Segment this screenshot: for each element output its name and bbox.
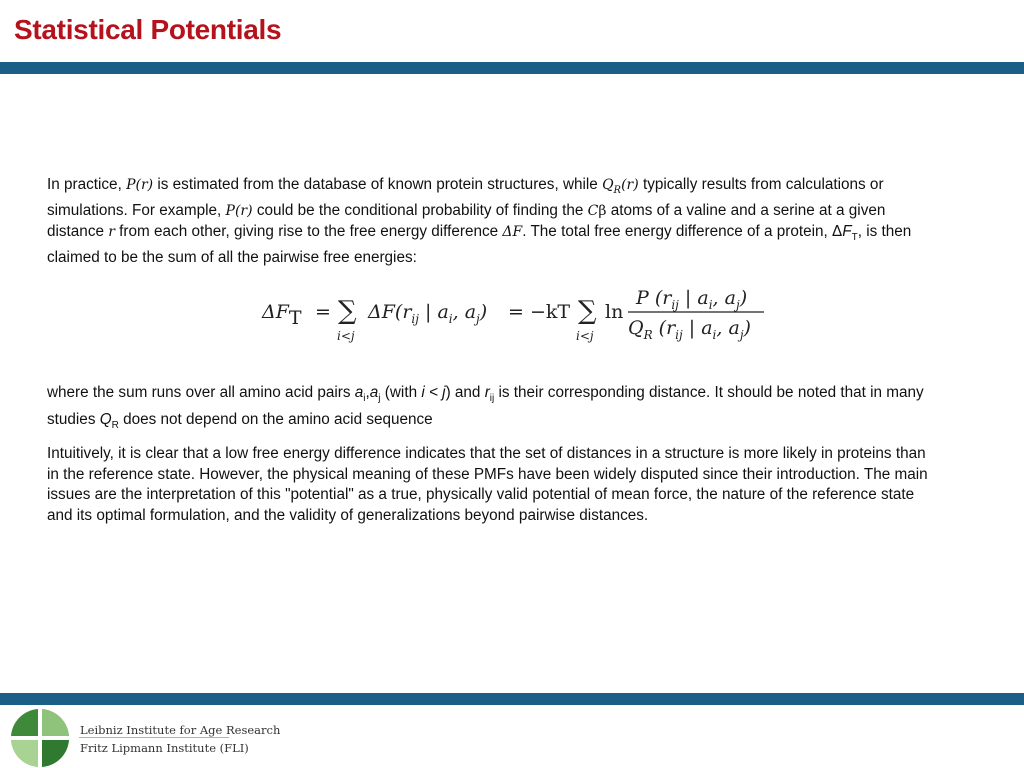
math-r: r [108,223,115,240]
math-sub-r: R [613,184,622,196]
text-run: (with [380,384,422,401]
paragraph-sum-explanation [47,383,937,436]
math-sub-i: i [363,393,366,405]
math-arg: (r) [621,177,639,193]
math-sub-r: R [111,419,119,431]
math-q: Q [602,177,614,193]
eq-numerator: P ($r_{ij}$ | $a_i$, $a_j$) [636,287,748,312]
math-beta: β [598,203,607,220]
math-p-of-r: P(r) [225,203,253,220]
text-run: could be the conditional probability of finding the [252,202,588,220]
eq-ln: ln [605,301,624,323]
institute-name-line-2: Fritz Lipmann Institute (FLI) [80,741,249,755]
math-c: C [587,203,599,220]
math-i-less-j: i < j [421,384,446,401]
slide-title: Statistical Potentials [14,14,282,45]
text-run: from each other, giving rise to the free energy difference [114,222,503,240]
eq-equals: = [315,301,331,323]
text-run: In practice, [47,176,127,193]
text-run: does not depend on the amino acid sequence [118,410,433,428]
math-sub-j: j [378,393,381,405]
eq-denominator: $Q_R$ ($r_{ij}$ | $a_i$, $a_j$) [628,317,751,342]
text-run: typically results from calculations or simulations. For example, [47,176,884,220]
text-run: . The total free energy difference of a protein, Δ [522,222,843,240]
math-sub-t: T [851,231,858,243]
eq-sum-index-2: i<j [576,329,594,343]
eq-term: $\Delta F(r_{ij}$ | $a_i$, $a_j$) [368,301,488,326]
footer [0,705,1024,768]
eq-sum-index: i<j [337,329,355,343]
text-run: is estimated from the database of known protein structures, while [153,176,603,193]
math-sub-ij: ij [489,393,495,405]
math-p-of-r: P(r) [126,177,154,193]
math-f: F [842,222,852,240]
text-run: where the sum runs over all amino acid pairs [47,384,355,401]
math-delta-f: ΔF [502,223,523,240]
text-run: ) and [445,384,485,401]
header-divider-bar [0,62,1024,74]
eq-sum-symbol: ∑ [338,296,357,326]
eq-minus-kt: = −kT [508,301,571,323]
text-run: is their corresponding distance. It should be noted that in many studies [47,384,924,428]
eq-sum-symbol-2: ∑ [578,296,597,326]
math-a: a [369,384,379,401]
paragraph-interpretation: Intuitively, it is clear that a low free energy difference indicates that the set of distances in a structure is more likely in proteins than in the reference state. However, the physical meaning of these PMFs have been widely disputed since their introduction. The main issues are the interpretation of this "potential" as a true, physically valid potential of mean force, the nature of the reference state and its optimal formulation, and the validity of generalizations beyond pairwise distances. [47,445,928,524]
math-q: Q [99,410,112,428]
text-run: , is then claimed to be the sum of all the pairwise free energies: [47,222,912,267]
math-a: a [354,384,364,401]
text-run: atoms of a valine and a serine at a given distance [47,202,886,240]
institute-logo-icon [10,708,70,768]
eq-delta-f: ΔFT [262,301,302,329]
paragraph-intro [47,175,927,269]
text-run: , [365,384,370,401]
math-r: r [484,384,490,401]
free-energy-equation [260,281,780,347]
institute-name-divider [79,737,229,738]
math-q-r [602,177,639,196]
institute-name-line-1: Leibniz Institute for Age Research [80,723,281,737]
footer-divider-bar [0,693,1024,705]
